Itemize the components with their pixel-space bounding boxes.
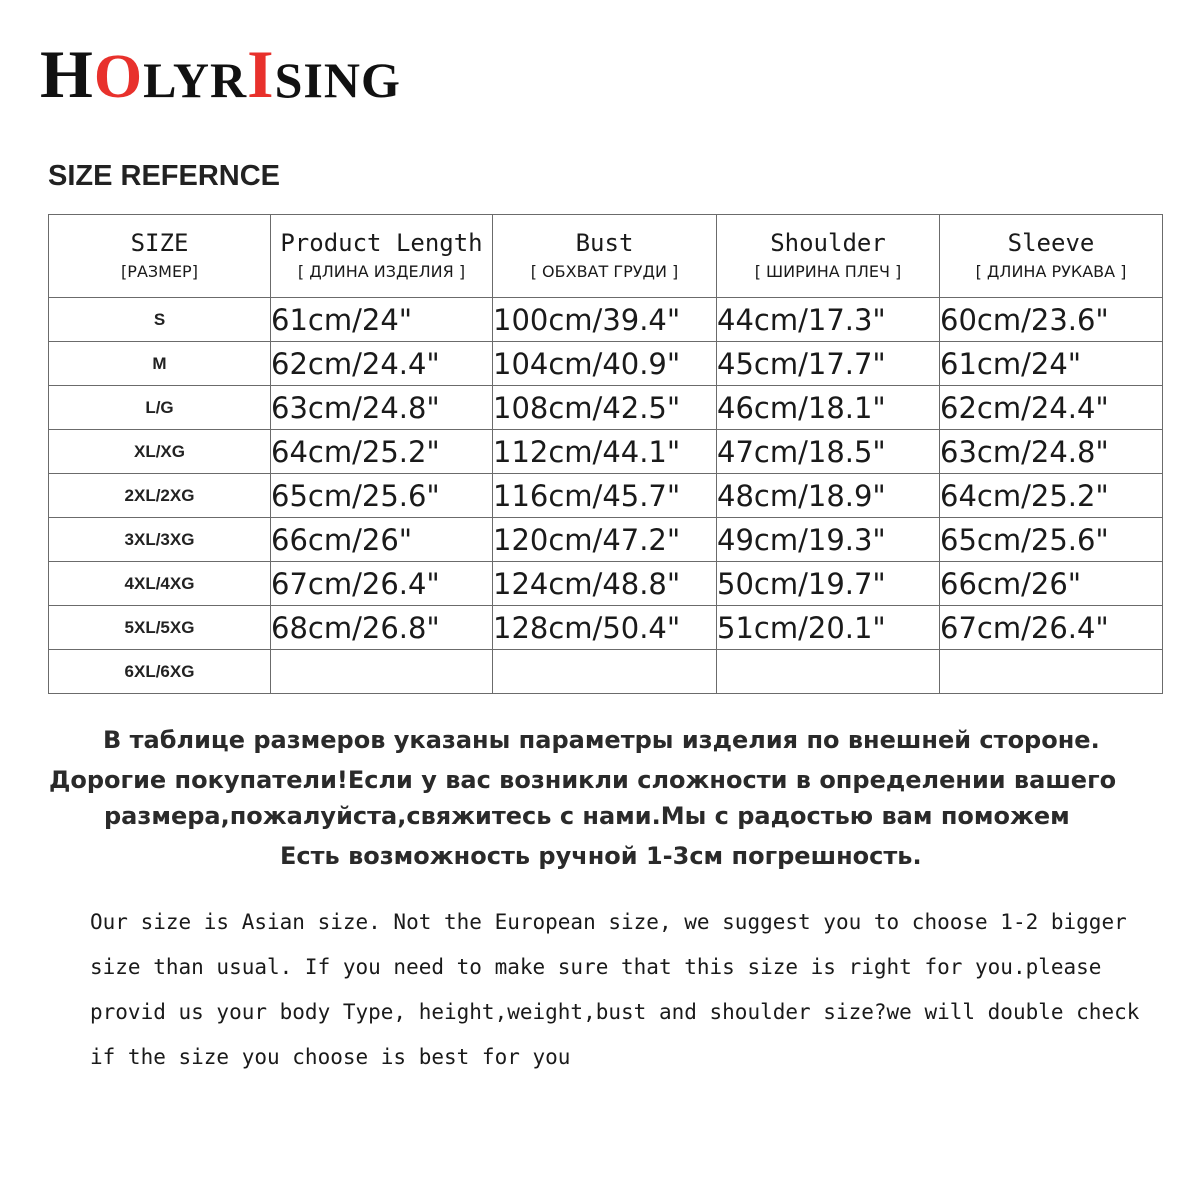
header-shoulder-sublabel: [ ШИРИНА ПЛЕЧ ] [754, 262, 902, 281]
header-bust [493, 215, 717, 298]
shoulder-cell [717, 650, 940, 694]
table-row [49, 474, 1163, 518]
sleeve-cell: 65cm/25.6" [940, 518, 1163, 562]
table-row [49, 386, 1163, 430]
header-size-sublabel: [РАЗМЕР] [121, 262, 198, 281]
russian-note-line: размера,пожалуйста,свяжитесь с нами.Мы с радостью вам поможем [104, 802, 1070, 830]
length-cell [271, 650, 493, 694]
sleeve-cell: 63cm/24.8" [940, 430, 1163, 474]
table-row [49, 562, 1163, 606]
length-cell: 62cm/24.4" [271, 342, 493, 386]
header-length-label: Product Length [280, 229, 483, 257]
bust-cell: 100cm/39.4" [493, 298, 717, 342]
bust-cell: 128cm/50.4" [493, 606, 717, 650]
bust-cell: 124cm/48.8" [493, 562, 717, 606]
sleeve-cell: 64cm/25.2" [940, 474, 1163, 518]
sleeve-cell [940, 650, 1163, 694]
shoulder-cell: 47cm/18.5" [717, 430, 940, 474]
brand-logo: HOLYRISING [40, 36, 401, 112]
size-cell: XL/XG [49, 430, 271, 474]
header-bust-label: Bust [575, 229, 634, 257]
sleeve-cell: 61cm/24" [940, 342, 1163, 386]
length-cell: 68cm/26.8" [271, 606, 493, 650]
shoulder-cell: 48cm/18.9" [717, 474, 940, 518]
shoulder-cell: 46cm/18.1" [717, 386, 940, 430]
length-cell: 67cm/26.4" [271, 562, 493, 606]
shoulder-cell: 51cm/20.1" [717, 606, 940, 650]
header-sleeve-sublabel: [ ДЛИНА РУКАВА ] [975, 262, 1127, 281]
table-row [49, 518, 1163, 562]
bust-cell: 112cm/44.1" [493, 430, 717, 474]
shoulder-cell: 45cm/17.7" [717, 342, 940, 386]
table-row [49, 430, 1163, 474]
english-note-line: if the size you choose is best for you [90, 1045, 571, 1069]
table-row [49, 298, 1163, 342]
length-cell: 63cm/24.8" [271, 386, 493, 430]
size-cell: L/G [49, 386, 271, 430]
size-table [48, 214, 1163, 694]
header-shoulder-label: Shoulder [770, 229, 886, 257]
english-note-line: size than usual. If you need to make sure that this size is right for you.please [90, 955, 1102, 979]
header-length-sublabel: [ ДЛИНА ИЗДЕЛИЯ ] [297, 262, 466, 281]
russian-note-line: В таблице размеров указаны параметры изделия по внешней стороне. [103, 726, 1100, 754]
shoulder-cell: 44cm/17.3" [717, 298, 940, 342]
size-cell: 2XL/2XG [49, 474, 271, 518]
russian-note-line: Дорогие покупатели!Если у вас возникли сложности в определении вашего [49, 766, 1117, 794]
header-size-label: SIZE [130, 229, 189, 257]
sleeve-cell: 66cm/26" [940, 562, 1163, 606]
english-note-line: Our size is Asian size. Not the European size, we suggest you to choose 1-2 bigger [90, 910, 1127, 934]
sleeve-cell: 62cm/24.4" [940, 386, 1163, 430]
header-bust-sublabel: [ ОБХВАТ ГРУДИ ] [530, 262, 679, 281]
size-cell: 5XL/5XG [49, 606, 271, 650]
header-size [49, 215, 271, 298]
length-cell: 64cm/25.2" [271, 430, 493, 474]
shoulder-cell: 50cm/19.7" [717, 562, 940, 606]
table-header-row [49, 215, 1163, 298]
header-sleeve-label: Sleeve [1007, 229, 1095, 257]
size-cell: 4XL/4XG [49, 562, 271, 606]
english-note-line: provid us your body Type, height,weight,bust and shoulder size?we will double check [90, 1000, 1140, 1024]
section-title: SIZE REFERNCE [48, 160, 281, 192]
header-shoulder [717, 215, 940, 298]
sleeve-cell: 60cm/23.6" [940, 298, 1163, 342]
size-cell: S [49, 298, 271, 342]
header-sleeve [940, 215, 1163, 298]
table-row [49, 342, 1163, 386]
length-cell: 65cm/25.6" [271, 474, 493, 518]
length-cell: 61cm/24" [271, 298, 493, 342]
table-row [49, 606, 1163, 650]
length-cell: 66cm/26" [271, 518, 493, 562]
table-row [49, 650, 1163, 694]
bust-cell: 120cm/47.2" [493, 518, 717, 562]
size-cell: 3XL/3XG [49, 518, 271, 562]
sleeve-cell: 67cm/26.4" [940, 606, 1163, 650]
bust-cell: 104cm/40.9" [493, 342, 717, 386]
size-cell: M [49, 342, 271, 386]
size-cell: 6XL/6XG [49, 650, 271, 694]
russian-note-line: Есть возможность ручной 1-3см погрешность. [280, 842, 922, 870]
header-length [271, 215, 493, 298]
shoulder-cell: 49cm/19.3" [717, 518, 940, 562]
bust-cell: 108cm/42.5" [493, 386, 717, 430]
bust-cell: 116cm/45.7" [493, 474, 717, 518]
bust-cell [493, 650, 717, 694]
